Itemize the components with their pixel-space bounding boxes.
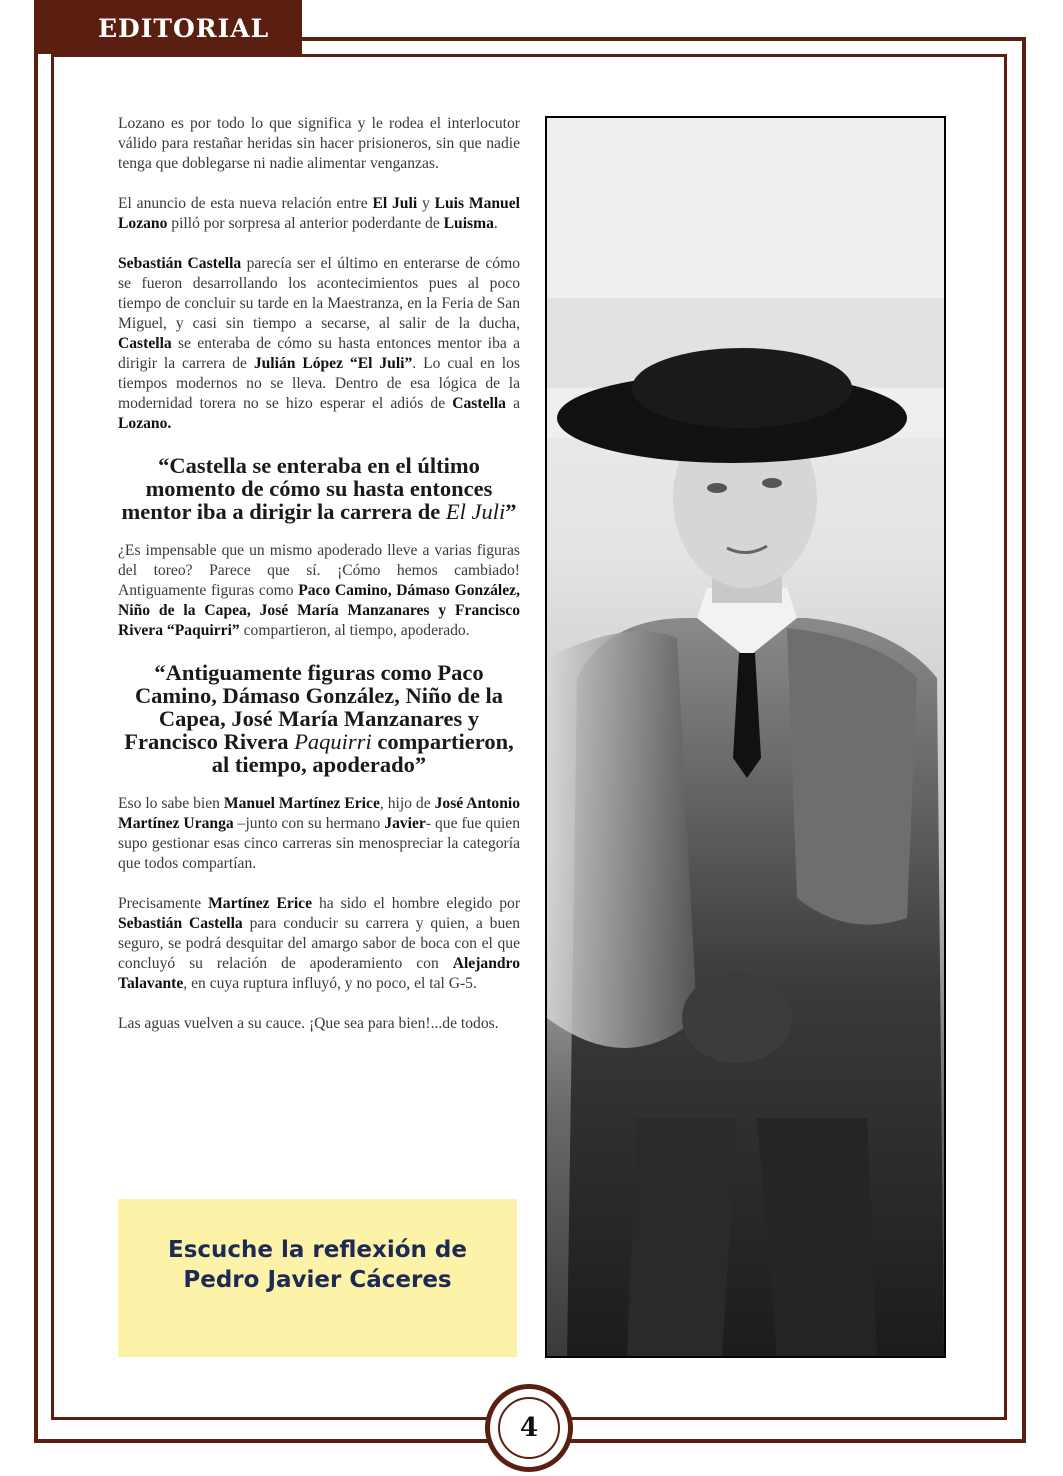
name-castella: Castella xyxy=(118,335,172,352)
text: . Lo cual en los tiempos modernos no se lleva. Dentro de esa lógica de la modernidad torera no se hizo esperar el adiós de xyxy=(118,355,520,412)
paragraph-6 xyxy=(118,894,520,994)
paragraph-7: Las aguas vuelven a su cauce. ¡Que sea para bien!...de todos. xyxy=(118,1015,499,1032)
section-title: EDITORIAL xyxy=(98,14,270,43)
name-manuel-martinez-erice: Manuel Martínez Erice xyxy=(223,795,380,812)
name-julian-lopez: Julián López “El Juli” xyxy=(253,355,413,372)
text: para conducir su carrera y quien, a buen seguro, se podrá desquitar del amargo sabor de boca con el que concluyó su relación de apoderamiento con xyxy=(118,915,520,972)
paragraph-4 xyxy=(118,541,520,641)
text: a xyxy=(505,395,520,412)
name-sebastian-castella: Sebastián Castella xyxy=(118,915,243,932)
text: . xyxy=(493,215,498,232)
quote-end: ” xyxy=(505,499,517,524)
text: Eso lo sabe bien xyxy=(118,795,224,812)
quote-italic: Paquirri xyxy=(294,729,372,754)
bullfighter-illustration xyxy=(547,118,944,1356)
page-number-ring xyxy=(498,1397,560,1459)
text: ha sido el hombre elegido por xyxy=(312,895,521,912)
pull-quote-2 xyxy=(118,661,520,776)
name-martinez-erice: Martínez Erice xyxy=(208,895,313,912)
text: Precisamente xyxy=(118,895,209,912)
name-javier: Javier xyxy=(384,815,426,832)
text: El anuncio de esta nueva relación entre xyxy=(118,195,373,212)
text: , en cuya ruptura influyó, y no poco, el tal G-5. xyxy=(183,975,477,992)
text: se enteraba de cómo su hasta entonces mentor iba a dirigir la carrera de xyxy=(118,335,520,372)
quote-text: “Castella se enteraba en el último momento de cómo su hasta entonces mentor iba a dirigir la carrera de xyxy=(121,453,493,524)
name-castella: Castella xyxy=(452,395,506,412)
text: compartieron, al tiempo, apoderado. xyxy=(239,622,470,639)
name-luisma: Luisma xyxy=(443,215,494,232)
listen-callout-line-2[interactable]: Pedro Javier Cáceres xyxy=(183,1267,452,1293)
text: –junto con su hermano xyxy=(233,815,385,832)
quote-text: “Antiguamente figuras como Paco Camino, Dámaso González, Niño de la Capea, José María Manzanares y Francisco Rivera xyxy=(124,660,504,754)
name-alejandro-talavante: Alejandro Talavante xyxy=(118,955,520,992)
paragraph-5 xyxy=(118,794,520,874)
names-figures: Paco Camino, Dámaso González, Niño de la Capea, José María Manzanares y Francisco Rivera “Paquirri” xyxy=(118,582,520,639)
name-el-juli: El Juli xyxy=(372,195,418,212)
text: , hijo de xyxy=(379,795,435,812)
pull-quote-1 xyxy=(118,454,520,523)
paragraph-1: Lozano es por todo lo que significa y le rodea el interlocutor válido para restañar heridas sin hacer prisioneros, sin que nadie tenga que doblegarse ni nadie alimentar venganzas. xyxy=(118,115,520,172)
paragraph-2 xyxy=(118,194,520,234)
listen-callout[interactable] xyxy=(118,1199,517,1357)
text: - que fue quien supo gestionar esas cinco carreras sin menospreciar la categoría que todos compartían. xyxy=(118,815,521,872)
page-number-badge xyxy=(485,1384,573,1472)
name-jose-antonio-martinez-uranga: José Antonio Martínez Uranga xyxy=(118,795,520,832)
name-sebastian-castella: Sebastián Castella xyxy=(118,255,242,272)
listen-callout-line-1[interactable]: Escuche la reflexión de xyxy=(168,1237,467,1263)
text: ¿Es impensable que un mismo apoderado lleve a varias figuras del toreo? Parece que sí. ¡Cómo hemos cambiado! Antiguamente figuras como xyxy=(118,542,520,599)
quote-end: compartieron, al tiempo, apoderado” xyxy=(211,729,514,777)
text: parecía ser el último en enterarse de cómo se fueron desarrollando los acontecimientos pues al poco tiempo de concluir su tarde en la Maestranza, en la Feria de San Miguel, y casi sin tiempo a secarse, al salir de la ducha, xyxy=(118,255,520,332)
name-lozano: Lozano. xyxy=(118,415,172,432)
page-number: 4 xyxy=(519,1413,539,1443)
paragraph-3 xyxy=(118,254,520,434)
article-body xyxy=(118,114,520,1054)
text: y xyxy=(417,195,435,212)
quote-italic: El Juli xyxy=(445,499,506,524)
text: pilló por sorpresa al anterior poderdante de xyxy=(167,215,444,232)
name-luis-manuel-lozano: Luis Manuel Lozano xyxy=(118,195,520,232)
bullfighter-photo xyxy=(545,116,946,1358)
